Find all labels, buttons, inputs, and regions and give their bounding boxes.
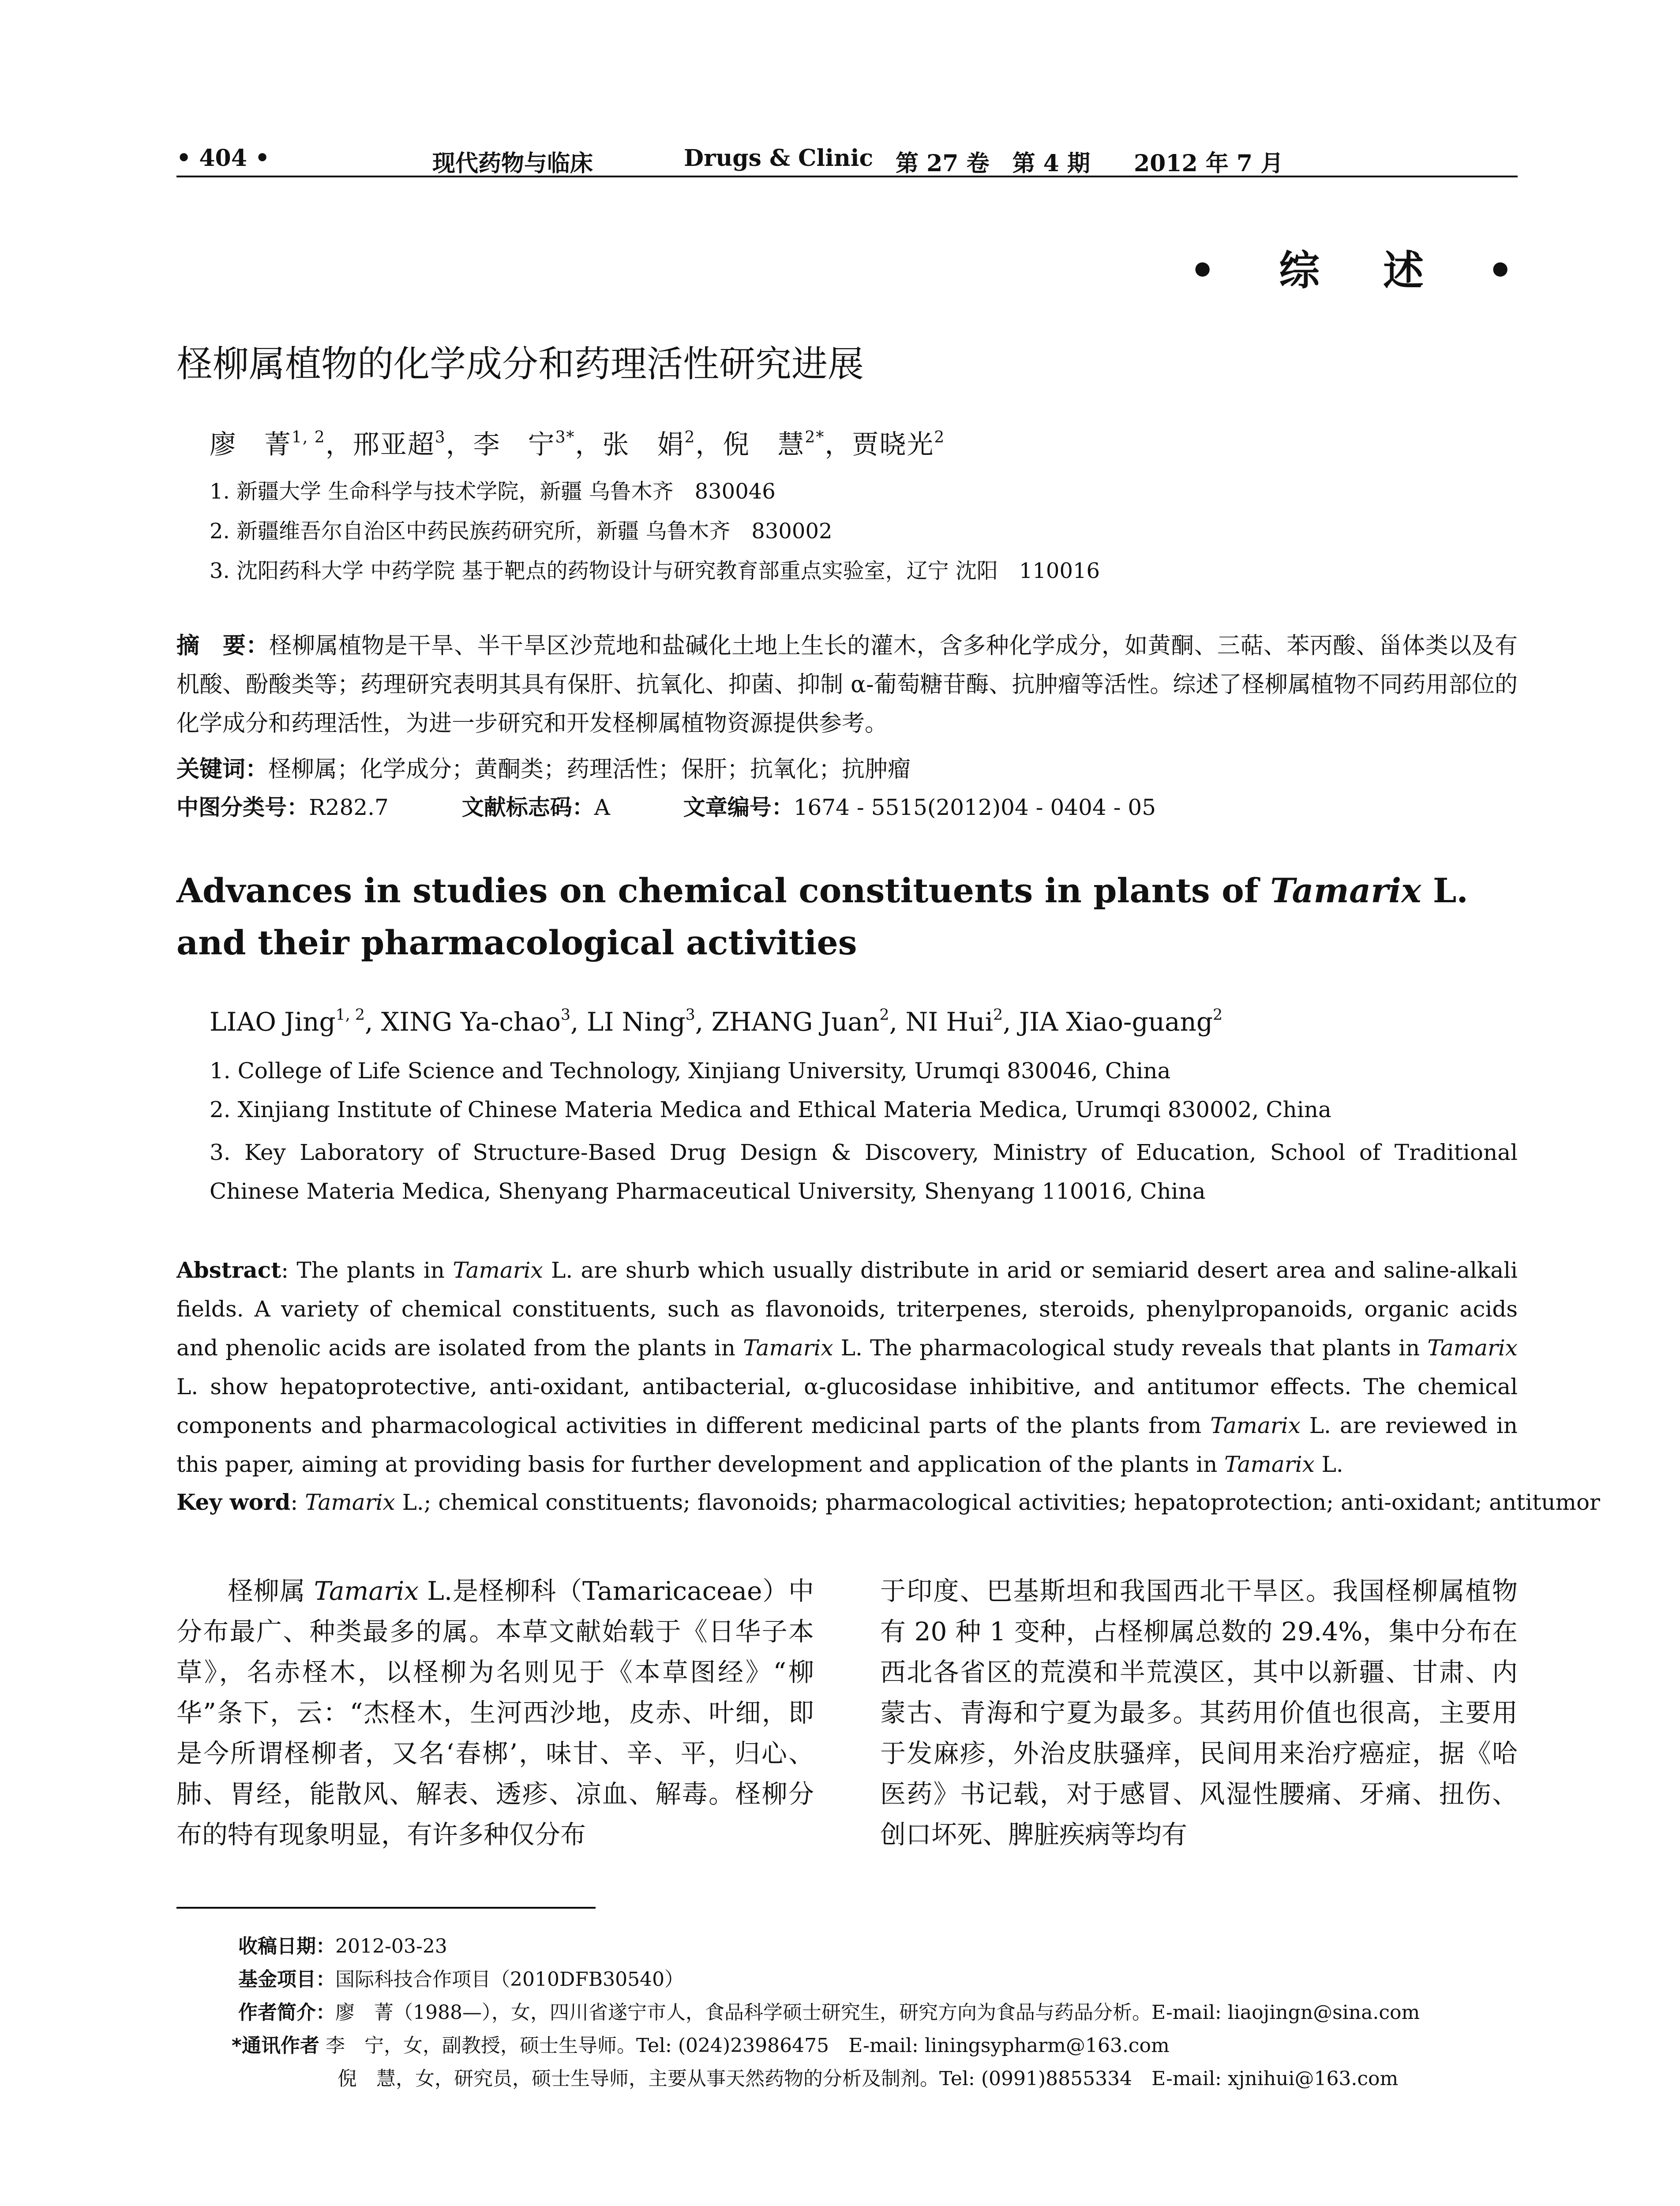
- footnote-label: 收稿日期：: [238, 1935, 335, 1958]
- author-sup: 3: [435, 428, 446, 446]
- footnote-value: 李 宁，女，副教授，硕士生导师。Tel: (024)23986475 E-mail: liningsypharm@163.com: [326, 2034, 1170, 2057]
- body-text: L.是柽柳科（Tamaricaceae）中分布最广、种类最多的属。本草文献始载于《日华子本草》，名赤柽木，以柽柳为名则见于《本草图经》“柳华”条下，云：“杰柽木，生河西沙地，皮赤、叶细，即是今所谓柽柳者，又名‘春梆’，味甘、辛、平，归心、肺、胃经，能散风、解表、透疹、凉血、解毒。柽柳分布的特有现象明显，有许多种仅分布: [176, 1576, 814, 1850]
- section-label: [1189, 238, 1516, 296]
- running-header: [176, 140, 1518, 177]
- author-sep: ，: [446, 429, 473, 460]
- abstract-en: [176, 1251, 1518, 1484]
- author-name: 邢亚超: [352, 429, 435, 460]
- article-title-cn: 柽柳属植物的化学成分和药理活性研究进展: [176, 343, 864, 385]
- author-sep: ，: [325, 429, 353, 460]
- section-char: 综: [1279, 247, 1323, 294]
- author-sep: ，: [825, 429, 852, 460]
- affiliation-cn: 2. 新疆维吾尔自治区中药民族药研究所，新疆 乌鲁木齐 830002: [210, 519, 832, 544]
- footnote-label: 作者简介：: [238, 2001, 335, 2024]
- abstract-italic: Tamarix: [1224, 1452, 1315, 1477]
- author-sep: ,: [365, 1007, 381, 1037]
- keywords-text: L.; chemical constituents; flavonoids; pharmacological activities; hepatoprotection; anti-oxidant; antitumor: [395, 1489, 1600, 1515]
- author-sup: 3: [685, 1006, 695, 1024]
- author-sup: 1, 2: [292, 428, 326, 446]
- author-name: 李 宁: [473, 429, 555, 460]
- affiliation-cn: 1. 新疆大学 生命科学与技术学院，新疆 乌鲁木齐 830046: [210, 479, 776, 504]
- body-column-right: 于印度、巴基斯坦和我国西北干旱区。我国柽柳属植物有 20 种 1 变种，占柽柳属总数的 29.4%，集中分布在西北各省区的荒漠和半荒漠区，其中以新疆、甘肃、内蒙古、青海和宁夏为最多。其药用价值也很高，主要用于发麻疹，外治皮肤骚痒，民间用来治疗癌症，据《哈医药》书记载，对于感冒、风湿性腰痛、牙痛、扭伤、创口坏死、脾脏疾病等均有: [880, 1576, 1518, 1850]
- abstract-text: L. The pharmacological study reveals that plants in: [833, 1335, 1428, 1361]
- footnote-label: *通讯作者: [232, 2034, 320, 2057]
- clc-value: R282.7: [309, 795, 389, 820]
- title-italic: Tamarix: [1270, 871, 1421, 910]
- abstract-italic: Tamarix: [453, 1257, 543, 1283]
- author-name: LIAO Jing: [210, 1007, 336, 1037]
- issue-date: 2012 年 7 月: [1134, 150, 1284, 177]
- body-italic: Tamarix: [314, 1576, 419, 1606]
- title-part: L. and their pharmacological activities: [176, 871, 1468, 962]
- keywords-label: 关键词：: [176, 756, 269, 783]
- body-column-left: [176, 1571, 814, 1855]
- author-sep: ,: [570, 1007, 587, 1037]
- abstract-text: L. are reviewed in this paper, aiming at providing basis for further development and application of the plants in: [176, 1413, 1518, 1477]
- footnote-corresponding-2: 倪 慧，女，研究员，硕士生导师，主要从事天然药物的分析及制剂。Tel: (0991)8855334 E-mail: xjnihui@163.com: [338, 2067, 1399, 2090]
- author-sup: 3*: [555, 428, 575, 446]
- author-name: ZHANG Juan: [711, 1007, 880, 1037]
- abstract-label: Abstract: [176, 1257, 281, 1283]
- affiliation-en: 2. Xinjiang Institute of Chinese Materia Medica and Ethical Materia Medica, Urumqi 830002, China: [210, 1097, 1331, 1122]
- author-name: 张 娟: [602, 429, 685, 460]
- footnote-received: [238, 1930, 447, 1958]
- author-sep: ，: [575, 429, 603, 460]
- clc-label: 中图分类号：: [176, 795, 309, 820]
- author-sup: 2: [879, 1006, 889, 1024]
- author-name: 倪 慧: [723, 429, 805, 460]
- footnote-rule: [176, 1907, 596, 1909]
- article-title-en: [176, 865, 1526, 969]
- article-no-value: 1674 - 5515(2012)04 - 0404 - 05: [793, 795, 1156, 820]
- footnote-value: 2012-03-23: [335, 1935, 447, 1958]
- author-sep: ,: [1003, 1007, 1020, 1037]
- author-list-cn: [210, 424, 945, 461]
- doc-label: 文献标志码：: [461, 795, 594, 820]
- author-sup: 2*: [805, 428, 825, 446]
- journal-name-cn: 现代药物与临床: [432, 150, 593, 177]
- footnote-value: 廖 菁（1988—），女，四川省遂宁市人，食品科学硕士研究生，研究方向为食品与药品分析。E-mail: liaojingn@sina.com: [335, 2001, 1420, 2024]
- author-name: NI Hui: [905, 1007, 994, 1037]
- doc-value: A: [594, 795, 610, 820]
- author-sep: ,: [695, 1007, 712, 1037]
- footnote-label: 基金项目：: [238, 1968, 335, 1991]
- author-sup: 1, 2: [335, 1006, 365, 1024]
- author-sup: 2: [993, 1006, 1003, 1024]
- abstract-cn: [176, 627, 1518, 743]
- section-dot: •: [1189, 247, 1219, 294]
- body-text: 柽柳属: [228, 1576, 314, 1606]
- page-number: • 404 •: [176, 145, 270, 172]
- footnote-author: [238, 1996, 1420, 2025]
- affiliation-cn: 3. 沈阳药科大学 中药学院 基于靶点的药物设计与研究教育部重点实验室，辽宁 沈阳 110016: [210, 559, 1100, 583]
- keywords-italic: Tamarix: [305, 1489, 395, 1515]
- author-sup: 2: [934, 428, 945, 446]
- section-dot: •: [1487, 247, 1516, 294]
- classification-line: [176, 790, 1156, 822]
- abstract-text: : The plants in: [281, 1257, 453, 1283]
- keywords-text: :: [290, 1489, 305, 1515]
- abstract-italic: Tamarix: [1210, 1413, 1301, 1438]
- author-name: XING Ya-chao: [381, 1007, 561, 1037]
- keywords-cn: [176, 750, 1518, 789]
- abstract-italic: Tamarix: [1427, 1335, 1518, 1361]
- affiliation-en: 1. College of Life Science and Technology, Xinjiang University, Urumqi 830046, China: [210, 1058, 1171, 1084]
- footnote-value: 国际科技合作项目（2010DFB30540）: [335, 1968, 684, 1991]
- author-sep: ，: [695, 429, 723, 460]
- footnote-corresponding: [232, 2030, 1170, 2058]
- author-name: 贾晓光: [852, 429, 934, 460]
- abstract-italic: Tamarix: [743, 1335, 833, 1361]
- abstract-label: 摘 要：: [176, 633, 269, 659]
- footnote-fund: [238, 1963, 684, 1992]
- article-no-label: 文章编号：: [683, 795, 794, 820]
- author-list-en: [210, 1007, 1222, 1037]
- author-sup: 2: [1213, 1006, 1223, 1024]
- abstract-text: L. are shurb which usually distribute in arid or semiarid desert area and saline-alkali fields. A variety of chemical constituents, such as flavonoids, triterpenes, steroids, phenylpropanoids, organic acids and phenolic acids are isolated from the plants in: [176, 1257, 1518, 1361]
- keywords-body: 柽柳属；化学成分；黄酮类；药理活性；保肝；抗氧化；抗肿瘤: [268, 756, 911, 783]
- author-sup: 3: [560, 1006, 571, 1024]
- affiliation-en: 3. Key Laboratory of Structure-Based Drug Design & Discovery, Ministry of Education, School of Traditional Chinese Materia Medica, Shenyang Pharmaceutical University, Shenyang 110016, China: [210, 1140, 1518, 1204]
- keywords-en: [176, 1489, 1600, 1515]
- author-sup: 2: [684, 428, 696, 446]
- abstract-body: 柽柳属植物是干旱、半干旱区沙荒地和盐碱化土地上生长的灌木，含多种化学成分，如黄酮、三萜、苯丙酸、甾体类以及有机酸、酚酸类等；药理研究表明其具有保肝、抗氧化、抑菌、抑制 α-葡萄糖苷酶、抗肿瘤等活性。综述了柽柳属植物不同药用部位的化学成分和药理活性，为进一步研究和开发柽柳属植物资源提供参考。: [176, 633, 1518, 737]
- author-name: JIA Xiao-guang: [1019, 1007, 1213, 1037]
- keywords-label: Key word: [176, 1489, 291, 1515]
- author-sep: ,: [889, 1007, 906, 1037]
- journal-name-en: Drugs & Clinic: [684, 145, 874, 172]
- volume-issue: 第 27 卷 第 4 期: [896, 150, 1090, 177]
- author-name: LI Ning: [586, 1007, 686, 1037]
- abstract-text: L. show hepatoprotective, anti-oxidant, antibacterial, α-glucosidase inhibitive, and antitumor effects. The chemical components and pharmacological activities in different medicinal parts of the plants from: [176, 1374, 1518, 1438]
- title-part: Advances in studies on chemical constituents in plants of: [176, 871, 1271, 910]
- author-name: 廖 菁: [210, 429, 292, 460]
- section-char: 述: [1383, 247, 1427, 294]
- abstract-text: L.: [1314, 1452, 1343, 1477]
